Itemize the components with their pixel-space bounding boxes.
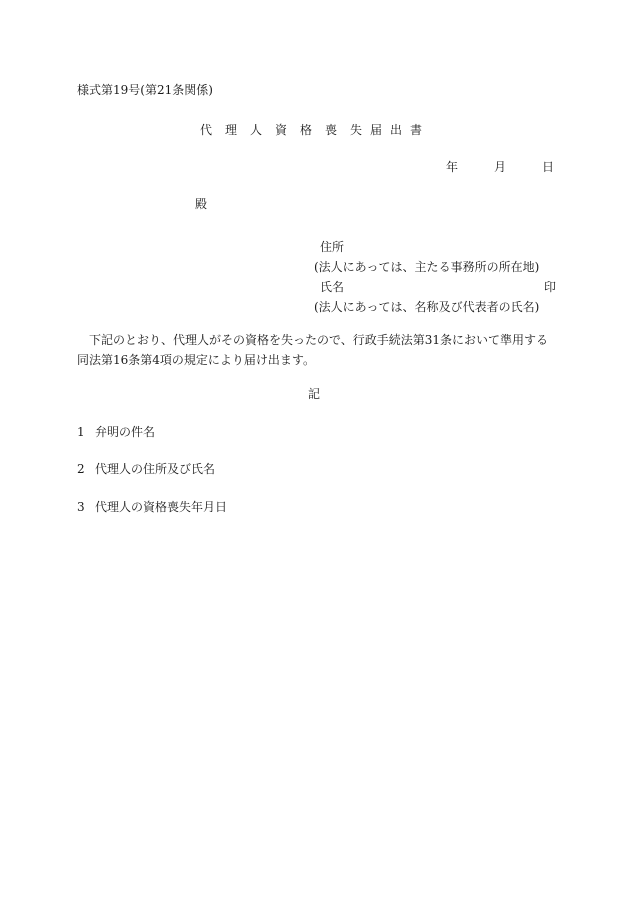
list-item [77, 426, 155, 438]
title-char: 出 [390, 123, 403, 137]
item-number: 1 [77, 425, 85, 439]
item-text: 弁明の件名 [95, 425, 156, 439]
title-char: 資 [275, 123, 288, 137]
form-number: 様式第19号(第21条関係) [77, 83, 213, 97]
item-text: 代理人の住所及び氏名 [95, 462, 216, 476]
applicant-block [314, 237, 558, 317]
item-number: 3 [77, 500, 85, 514]
name-note: (法人にあっては、名称及び代表者の氏名) [314, 300, 540, 314]
date-month-label: 月 [494, 160, 507, 174]
name-label: 氏名 [320, 280, 345, 294]
date-year-label: 年 [446, 160, 459, 174]
address-note: (法人にあっては、主たる事務所の所在地) [314, 260, 540, 274]
addressee-suffix: 殿 [195, 197, 208, 211]
body-paragraph: 下記のとおり、代理人がその資格を失ったので、行政手続法第31条において準用する同法第16条第4項の規定により届け出ます。 [77, 333, 549, 367]
title-char: 人 [250, 123, 263, 137]
ki-label: 記 [308, 387, 321, 401]
title-char: 理 [225, 123, 238, 137]
date-line [446, 161, 554, 173]
list-item [77, 501, 227, 513]
item-number: 2 [77, 462, 85, 476]
address-label: 住所 [320, 240, 345, 254]
name-row [314, 277, 558, 297]
item-text: 代理人の資格喪失年月日 [95, 500, 228, 514]
title-char: 失 [350, 123, 363, 137]
list-item [77, 463, 215, 475]
title-char: 喪 [325, 123, 338, 137]
title-char: 格 [300, 123, 313, 137]
title-char: 書 [410, 123, 423, 137]
document-title [200, 124, 424, 136]
title-char: 届 [370, 123, 383, 137]
seal-label: 印 [543, 280, 556, 294]
date-day-label: 日 [542, 160, 555, 174]
title-char: 代 [200, 123, 213, 137]
